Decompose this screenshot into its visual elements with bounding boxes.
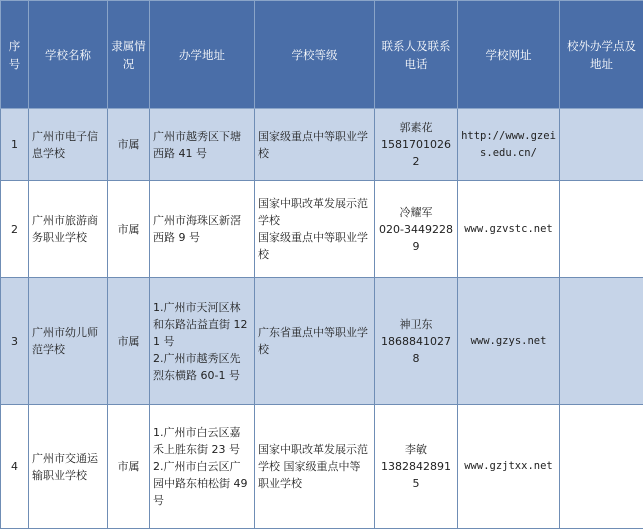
- cell-school-name: 广州市幼儿师范学校: [29, 278, 108, 405]
- cell-offsite: [560, 278, 643, 405]
- address-line: 2.广州市越秀区先烈东横路 60-1 号: [153, 350, 251, 384]
- level-line: 国家级重点中等职业学校: [258, 229, 371, 263]
- address-line: 1.广州市天河区林和东路沾益直街 121 号: [153, 299, 251, 350]
- contact-phone: 18688410278: [378, 333, 454, 367]
- cell-level: 国家级重点中等职业学校: [255, 109, 375, 181]
- cell-affiliation: 市属: [108, 109, 150, 181]
- cell-level: 国家中职改革发展示范学校 国家级重点中等职业学校: [255, 405, 375, 529]
- contact-phone: 13828428915: [378, 458, 454, 492]
- header-contact: 联系人及联系电话: [375, 1, 458, 109]
- header-affiliation: 隶属情况: [108, 1, 150, 109]
- header-address: 办学地址: [150, 1, 255, 109]
- header-level: 学校等级: [255, 1, 375, 109]
- cell-address: 广州市海珠区新滘西路 9 号: [150, 181, 255, 278]
- cell-website-link[interactable]: http://www.gzeis.edu.cn/: [458, 109, 560, 181]
- contact-name: 冷耀军: [378, 204, 454, 221]
- contact-phone: 020-34492289: [378, 221, 454, 255]
- cell-affiliation: 市属: [108, 405, 150, 529]
- cell-school-name: 广州市旅游商务职业学校: [29, 181, 108, 278]
- cell-contact: [375, 405, 458, 529]
- cell-contact: [375, 181, 458, 278]
- contact-name: 李敏: [378, 441, 454, 458]
- cell-address: [150, 405, 255, 529]
- header-offsite: 校外办学点及地址: [560, 1, 643, 109]
- header-seq: 序号: [1, 1, 29, 109]
- header-website: 学校网址: [458, 1, 560, 109]
- header-row: [1, 1, 643, 109]
- address-line: 1.广州市白云区嘉禾上胜东街 23 号: [153, 424, 251, 458]
- contact-name: 神卫东: [378, 316, 454, 333]
- cell-seq: 2: [1, 181, 29, 278]
- address-line: 2.广州市白云区广园中路东柏松街 49 号: [153, 458, 251, 509]
- cell-seq: 3: [1, 278, 29, 405]
- header-name: 学校名称: [29, 1, 108, 109]
- cell-website-link[interactable]: www.gzys.net: [458, 278, 560, 405]
- cell-level: [255, 181, 375, 278]
- cell-contact: [375, 109, 458, 181]
- cell-offsite: [560, 181, 643, 278]
- cell-level: 广东省重点中等职业学校: [255, 278, 375, 405]
- cell-contact: [375, 278, 458, 405]
- level-line: 国家中职改革发展示范学校: [258, 195, 371, 229]
- cell-offsite: [560, 405, 643, 529]
- cell-school-name: 广州市交通运输职业学校: [29, 405, 108, 529]
- contact-name: 郭素花: [378, 119, 454, 136]
- contact-phone: 15817010262: [378, 136, 454, 170]
- cell-affiliation: 市属: [108, 181, 150, 278]
- cell-offsite: [560, 109, 643, 181]
- cell-affiliation: 市属: [108, 278, 150, 405]
- table-row: [1, 109, 643, 181]
- cell-website-link[interactable]: www.gzjtxx.net: [458, 405, 560, 529]
- cell-school-name: 广州市电子信息学校: [29, 109, 108, 181]
- cell-seq: 1: [1, 109, 29, 181]
- cell-address: [150, 278, 255, 405]
- cell-seq: 4: [1, 405, 29, 529]
- table-row: [1, 181, 643, 278]
- table-row: [1, 278, 643, 405]
- cell-address: 广州市越秀区下塘西路 41 号: [150, 109, 255, 181]
- cell-website-link[interactable]: www.gzvstc.net: [458, 181, 560, 278]
- table-row: [1, 405, 643, 529]
